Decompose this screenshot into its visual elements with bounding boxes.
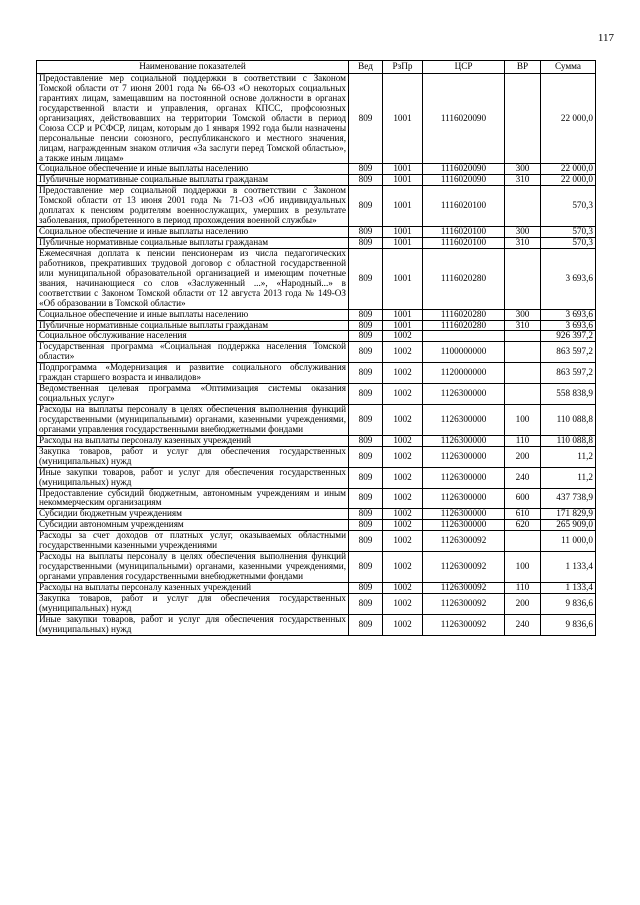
table-row bbox=[37, 405, 596, 436]
cell-csr: 1116020100 bbox=[423, 227, 505, 238]
cell-csr: 1126300000 bbox=[423, 405, 505, 436]
cell-vr: 240 bbox=[505, 614, 541, 635]
cell-vr: 620 bbox=[505, 520, 541, 531]
cell-sum: 570,3 bbox=[541, 238, 596, 249]
cell-sum: 9 836,6 bbox=[541, 614, 596, 635]
cell-vr: 200 bbox=[505, 446, 541, 467]
cell-name: Иные закупки товаров, работ и услуг для обеспечения государственных (муниципальных) нужд bbox=[37, 467, 349, 488]
cell-vr bbox=[505, 342, 541, 363]
cell-vr: 100 bbox=[505, 552, 541, 583]
cell-csr: 1100000000 bbox=[423, 342, 505, 363]
table-row bbox=[37, 227, 596, 238]
cell-rzpr: 1002 bbox=[383, 582, 423, 593]
cell-ved: 809 bbox=[349, 531, 383, 552]
cell-sum: 1 133,4 bbox=[541, 582, 596, 593]
budget-table bbox=[36, 60, 596, 636]
cell-rzpr: 1002 bbox=[383, 363, 423, 384]
cell-name: Публичные нормативные социальные выплаты гражданам bbox=[37, 320, 349, 331]
table-row bbox=[37, 342, 596, 363]
cell-csr: 1126300000 bbox=[423, 467, 505, 488]
cell-csr: 1126300092 bbox=[423, 614, 505, 635]
cell-vr: 110 bbox=[505, 582, 541, 593]
cell-sum: 926 397,2 bbox=[541, 331, 596, 342]
cell-csr: 1116020280 bbox=[423, 309, 505, 320]
cell-rzpr: 1002 bbox=[383, 342, 423, 363]
table-row bbox=[37, 582, 596, 593]
cell-sum: 863 597,2 bbox=[541, 363, 596, 384]
cell-sum: 3 693,6 bbox=[541, 320, 596, 331]
cell-sum: 22 000,0 bbox=[541, 164, 596, 175]
cell-name: Государственная программа «Социальная поддержка населения Томской области» bbox=[37, 342, 349, 363]
cell-csr: 1126300092 bbox=[423, 531, 505, 552]
cell-rzpr: 1002 bbox=[383, 531, 423, 552]
cell-ved: 809 bbox=[349, 320, 383, 331]
cell-vr: 300 bbox=[505, 164, 541, 175]
cell-rzpr: 1002 bbox=[383, 446, 423, 467]
cell-rzpr: 1001 bbox=[383, 74, 423, 164]
cell-csr: 1116020090 bbox=[423, 164, 505, 175]
cell-name: Ведомственная целевая программа «Оптимизация системы оказания социальных услуг» bbox=[37, 384, 349, 405]
cell-rzpr: 1001 bbox=[383, 186, 423, 227]
cell-name: Социальное обеспечение и иные выплаты населению bbox=[37, 309, 349, 320]
table-row bbox=[37, 446, 596, 467]
cell-vr: 240 bbox=[505, 467, 541, 488]
cell-sum: 11,2 bbox=[541, 446, 596, 467]
cell-vr: 610 bbox=[505, 509, 541, 520]
cell-sum: 437 738,9 bbox=[541, 488, 596, 509]
header-csr: ЦСР bbox=[423, 61, 505, 74]
cell-ved: 809 bbox=[349, 593, 383, 614]
table-row bbox=[37, 186, 596, 227]
cell-rzpr: 1002 bbox=[383, 614, 423, 635]
table-row bbox=[37, 384, 596, 405]
cell-vr bbox=[505, 248, 541, 309]
cell-csr: 1116020090 bbox=[423, 74, 505, 164]
cell-vr: 310 bbox=[505, 238, 541, 249]
cell-sum: 171 829,9 bbox=[541, 509, 596, 520]
cell-rzpr: 1001 bbox=[383, 320, 423, 331]
cell-ved: 809 bbox=[349, 467, 383, 488]
cell-rzpr: 1002 bbox=[383, 435, 423, 446]
cell-sum: 570,3 bbox=[541, 186, 596, 227]
cell-csr: 1126300092 bbox=[423, 552, 505, 583]
cell-sum: 11 000,0 bbox=[541, 531, 596, 552]
cell-csr: 1116020100 bbox=[423, 186, 505, 227]
table-row bbox=[37, 488, 596, 509]
table-row bbox=[37, 552, 596, 583]
table-row bbox=[37, 238, 596, 249]
cell-rzpr: 1001 bbox=[383, 164, 423, 175]
cell-csr: 1126300092 bbox=[423, 582, 505, 593]
cell-vr bbox=[505, 531, 541, 552]
cell-sum: 110 088,8 bbox=[541, 405, 596, 436]
table-row bbox=[37, 614, 596, 635]
cell-sum: 9 836,6 bbox=[541, 593, 596, 614]
cell-csr: 1126300000 bbox=[423, 384, 505, 405]
cell-ved: 809 bbox=[349, 405, 383, 436]
table-row bbox=[37, 331, 596, 342]
cell-ved: 809 bbox=[349, 164, 383, 175]
cell-ved: 809 bbox=[349, 342, 383, 363]
cell-rzpr: 1001 bbox=[383, 248, 423, 309]
cell-rzpr: 1002 bbox=[383, 384, 423, 405]
cell-csr: 1116020280 bbox=[423, 248, 505, 309]
cell-name: Расходы на выплаты персоналу казенных учреждений bbox=[37, 582, 349, 593]
cell-name: Социальное обеспечение и иные выплаты населению bbox=[37, 164, 349, 175]
table-row bbox=[37, 164, 596, 175]
header-rzpr: РзПр bbox=[383, 61, 423, 74]
cell-vr: 300 bbox=[505, 227, 541, 238]
cell-rzpr: 1002 bbox=[383, 331, 423, 342]
table-body bbox=[37, 74, 596, 636]
cell-ved: 809 bbox=[349, 509, 383, 520]
cell-vr: 100 bbox=[505, 405, 541, 436]
cell-csr bbox=[423, 331, 505, 342]
table-row bbox=[37, 509, 596, 520]
header-vr: ВР bbox=[505, 61, 541, 74]
cell-csr: 1120000000 bbox=[423, 363, 505, 384]
table-row bbox=[37, 593, 596, 614]
header-row bbox=[37, 61, 596, 74]
cell-vr: 300 bbox=[505, 309, 541, 320]
table-row bbox=[37, 363, 596, 384]
cell-name: Предоставление мер социальной поддержки в соответствии с Законом Томской области от 13 июня 2001 года № 71-ОЗ «Об индивидуальных доплатах к пенсиям родителям военнослужащих, умерших в результате заболевания, приобретенного в период прохождения военной службы» bbox=[37, 186, 349, 227]
cell-vr bbox=[505, 384, 541, 405]
cell-sum: 265 909,0 bbox=[541, 520, 596, 531]
header-ved: Вед bbox=[349, 61, 383, 74]
cell-vr bbox=[505, 363, 541, 384]
cell-csr: 1116020280 bbox=[423, 320, 505, 331]
cell-sum: 11,2 bbox=[541, 467, 596, 488]
page-number: 117 bbox=[597, 32, 614, 44]
cell-ved: 809 bbox=[349, 435, 383, 446]
cell-name: Предоставление мер социальной поддержки в соответствии с Законом Томской области от 7 июня 2001 года № 66-ОЗ «О некоторых социальных гарантиях лицам, замещавшим на постоянной основе должности в органах государственной власти и управления, органах КПСС, профсоюзных организациях, действовавших на территории Томской области в период Союза ССР и РСФСР, лицам, которым до 1 января 1992 года были назначены персональные пенсии союзного, республиканского и местного значения, лицам, награжденным знаком отличия «За заслуги перед Томской областью», а также иным лицам» bbox=[37, 74, 349, 164]
cell-vr bbox=[505, 74, 541, 164]
cell-vr: 200 bbox=[505, 593, 541, 614]
cell-csr: 1116020100 bbox=[423, 238, 505, 249]
cell-ved: 809 bbox=[349, 175, 383, 186]
cell-ved: 809 bbox=[349, 331, 383, 342]
cell-sum: 1 133,4 bbox=[541, 552, 596, 583]
cell-rzpr: 1001 bbox=[383, 227, 423, 238]
table-row bbox=[37, 74, 596, 164]
table-row bbox=[37, 467, 596, 488]
cell-sum: 22 000,0 bbox=[541, 74, 596, 164]
header-name: Наименование показателей bbox=[37, 61, 349, 74]
table-row bbox=[37, 309, 596, 320]
cell-name: Публичные нормативные социальные выплаты гражданам bbox=[37, 175, 349, 186]
cell-vr bbox=[505, 186, 541, 227]
cell-csr: 1126300092 bbox=[423, 593, 505, 614]
cell-name: Предоставление субсидий бюджетным, автономным учреждениям и иным некоммерческим организациям bbox=[37, 488, 349, 509]
cell-ved: 809 bbox=[349, 384, 383, 405]
cell-csr: 1126300000 bbox=[423, 520, 505, 531]
cell-rzpr: 1002 bbox=[383, 509, 423, 520]
cell-rzpr: 1002 bbox=[383, 405, 423, 436]
cell-ved: 809 bbox=[349, 363, 383, 384]
table-row bbox=[37, 520, 596, 531]
cell-name: Закупка товаров, работ и услуг для обеспечения государственных (муниципальных) нужд bbox=[37, 593, 349, 614]
cell-ved: 809 bbox=[349, 446, 383, 467]
cell-rzpr: 1002 bbox=[383, 520, 423, 531]
cell-ved: 809 bbox=[349, 582, 383, 593]
cell-ved: 809 bbox=[349, 614, 383, 635]
cell-sum: 863 597,2 bbox=[541, 342, 596, 363]
cell-ved: 809 bbox=[349, 227, 383, 238]
cell-rzpr: 1002 bbox=[383, 593, 423, 614]
cell-sum: 110 088,8 bbox=[541, 435, 596, 446]
table-row bbox=[37, 320, 596, 331]
cell-name: Субсидии бюджетным учреждениям bbox=[37, 509, 349, 520]
cell-csr: 1126300000 bbox=[423, 488, 505, 509]
cell-name: Социальное обслуживание населения bbox=[37, 331, 349, 342]
cell-sum: 22 000,0 bbox=[541, 175, 596, 186]
cell-ved: 809 bbox=[349, 309, 383, 320]
cell-vr: 310 bbox=[505, 175, 541, 186]
cell-name: Расходы на выплаты персоналу в целях обеспечения выполнения функций государственными (муниципальными) органами, казенными учреждениями, органами управления государственными внебюджетными фондами bbox=[37, 405, 349, 436]
cell-name: Расходы за счет доходов от платных услуг, оказываемых областными государственными казенными учреждениями bbox=[37, 531, 349, 552]
cell-name: Подпрограмма «Модернизация и развитие социального обслуживания граждан старшего возраста и инвалидов» bbox=[37, 363, 349, 384]
cell-ved: 809 bbox=[349, 488, 383, 509]
cell-ved: 809 bbox=[349, 238, 383, 249]
cell-vr: 310 bbox=[505, 320, 541, 331]
cell-sum: 3 693,6 bbox=[541, 309, 596, 320]
cell-ved: 809 bbox=[349, 520, 383, 531]
cell-vr: 110 bbox=[505, 435, 541, 446]
cell-csr: 1126300000 bbox=[423, 509, 505, 520]
cell-rzpr: 1001 bbox=[383, 309, 423, 320]
cell-ved: 809 bbox=[349, 248, 383, 309]
cell-sum: 3 693,6 bbox=[541, 248, 596, 309]
cell-vr bbox=[505, 331, 541, 342]
cell-ved: 809 bbox=[349, 186, 383, 227]
cell-rzpr: 1001 bbox=[383, 175, 423, 186]
cell-rzpr: 1002 bbox=[383, 552, 423, 583]
cell-rzpr: 1002 bbox=[383, 467, 423, 488]
cell-csr: 1126300000 bbox=[423, 446, 505, 467]
cell-name: Публичные нормативные социальные выплаты гражданам bbox=[37, 238, 349, 249]
table-row bbox=[37, 435, 596, 446]
table-row bbox=[37, 248, 596, 309]
header-sum: Сумма bbox=[541, 61, 596, 74]
cell-csr: 1126300000 bbox=[423, 435, 505, 446]
cell-rzpr: 1002 bbox=[383, 488, 423, 509]
cell-name: Иные закупки товаров, работ и услуг для обеспечения государственных (муниципальных) нужд bbox=[37, 614, 349, 635]
cell-vr: 600 bbox=[505, 488, 541, 509]
cell-name: Закупка товаров, работ и услуг для обеспечения государственных (муниципальных) нужд bbox=[37, 446, 349, 467]
cell-name: Ежемесячная доплата к пенсии пенсионерам из числа педагогических работников, прекративших трудовой договор с областной государственной или муниципальной образовательной организацией и имеющим почетные звания, начинающиеся со слов «Заслуженный ...», «Народный...» в соответствии с Законом Томской области от 12 августа 2013 года № 149-ОЗ «Об образовании в Томской области» bbox=[37, 248, 349, 309]
cell-name: Субсидии автономным учреждениям bbox=[37, 520, 349, 531]
cell-name: Расходы на выплаты персоналу в целях обеспечения выполнения функций государственными (муниципальными) органами, казенными учреждениями, органами управления государственными внебюджетными фондами bbox=[37, 552, 349, 583]
cell-name: Социальное обеспечение и иные выплаты населению bbox=[37, 227, 349, 238]
table-row bbox=[37, 531, 596, 552]
cell-sum: 570,3 bbox=[541, 227, 596, 238]
cell-name: Расходы на выплаты персоналу казенных учреждений bbox=[37, 435, 349, 446]
cell-ved: 809 bbox=[349, 552, 383, 583]
cell-ved: 809 bbox=[349, 74, 383, 164]
cell-sum: 558 838,9 bbox=[541, 384, 596, 405]
cell-csr: 1116020090 bbox=[423, 175, 505, 186]
table-row bbox=[37, 175, 596, 186]
cell-rzpr: 1001 bbox=[383, 238, 423, 249]
